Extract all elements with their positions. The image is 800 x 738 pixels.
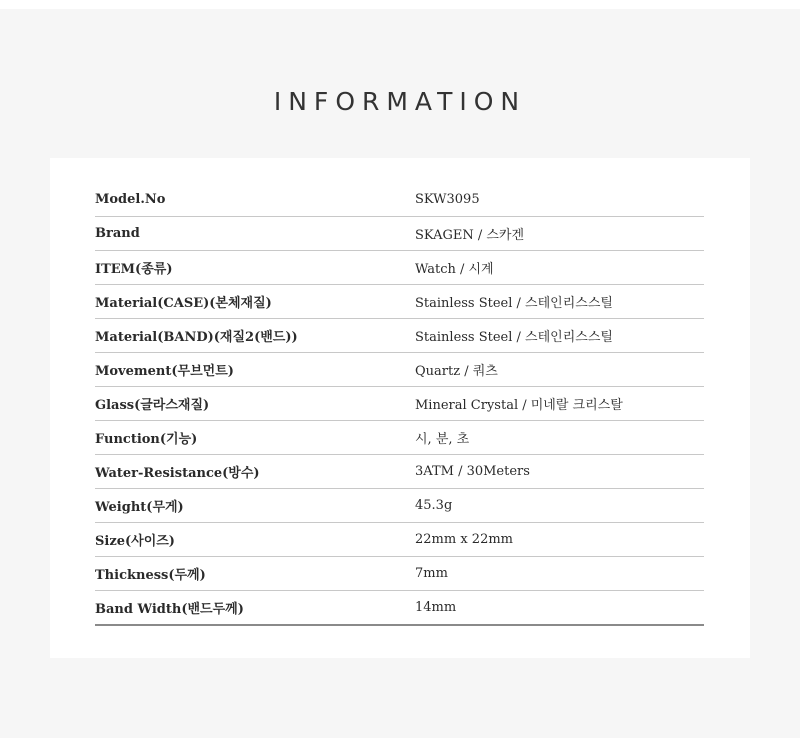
- spec-label: Model.No: [95, 192, 166, 207]
- spec-value: SKAGEN / 스카겐: [415, 228, 525, 243]
- spec-row: [95, 285, 704, 319]
- spec-row: [95, 455, 704, 489]
- spec-value: Mineral Crystal / 미네랄 크리스탈: [415, 398, 623, 413]
- spec-label: Thickness(두께): [95, 568, 206, 583]
- info-card: [50, 158, 750, 658]
- info-section: [0, 9, 800, 738]
- spec-row: [95, 353, 704, 387]
- spec-row: [95, 387, 704, 421]
- spec-value: 14mm: [415, 600, 457, 615]
- spec-value: Stainless Steel / 스테인리스스틸: [415, 296, 613, 311]
- spec-row: [95, 421, 704, 455]
- spec-row: [95, 251, 704, 285]
- spec-value: SKW3095: [415, 192, 480, 207]
- spec-row: [95, 319, 704, 353]
- spec-value: Stainless Steel / 스테인리스스틸: [415, 330, 613, 345]
- spec-row: [95, 489, 704, 523]
- spec-value: 3ATM / 30Meters: [415, 464, 530, 479]
- spec-label: Brand: [95, 226, 140, 241]
- spec-value: Quartz / 쿼츠: [415, 364, 498, 379]
- spec-table: [95, 183, 704, 626]
- spec-label: Size(사이즈): [95, 534, 175, 549]
- spec-value: 22mm x 22mm: [415, 532, 513, 547]
- spec-value: 7mm: [415, 566, 448, 581]
- spec-value: 시, 분, 초: [415, 432, 470, 447]
- spec-label: Material(CASE)(본체재질): [95, 296, 272, 311]
- spec-label: Material(BAND)(재질2(밴드)): [95, 330, 298, 345]
- spec-row: [95, 523, 704, 557]
- spec-label: Weight(무게): [95, 500, 184, 515]
- spec-label: Water-Resistance(방수): [95, 466, 260, 481]
- spec-row: [95, 591, 704, 626]
- spec-label: Function(기능): [95, 432, 198, 447]
- spec-label: Band Width(밴드두께): [95, 602, 244, 617]
- spec-row: [95, 183, 704, 217]
- spec-value: 45.3g: [415, 498, 453, 513]
- spec-value: Watch / 시계: [415, 262, 494, 277]
- spec-label: ITEM(종류): [95, 262, 173, 277]
- spec-label: Glass(글라스재질): [95, 398, 210, 413]
- spec-row: [95, 217, 704, 251]
- spec-label: Movement(무브먼트): [95, 364, 234, 379]
- spec-row: [95, 557, 704, 591]
- section-title: INFORMATION: [273, 87, 527, 116]
